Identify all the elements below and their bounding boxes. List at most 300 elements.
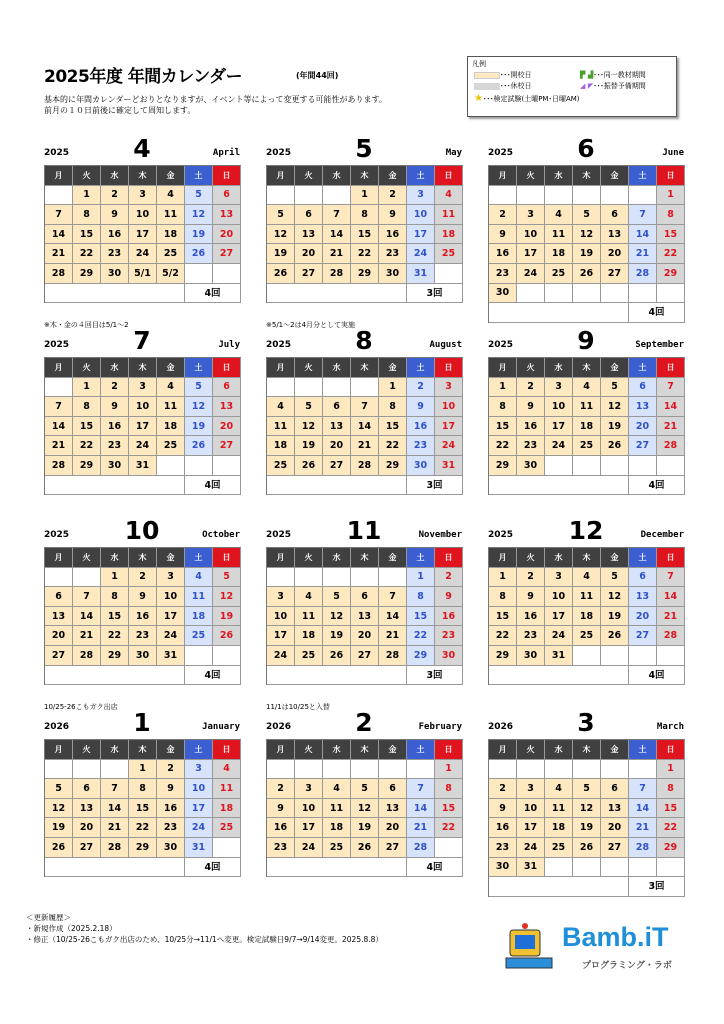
day-cell: 21 [407,818,435,838]
month-calendar [44,516,240,711]
empty-cell [351,378,379,398]
day-cell: 19 [267,244,295,264]
empty-cell [323,568,351,588]
empty-cell [629,456,657,476]
weekday-header: 土 [185,548,213,568]
off-swatch [474,83,500,90]
empty-cell [379,568,407,588]
day-cell: 21 [101,818,129,838]
day-cell: 17 [545,607,573,627]
weekday-header: 月 [267,548,295,568]
day-cell: 28 [657,626,685,646]
month-number: 5 [355,134,373,163]
day-cell: 24 [129,436,157,456]
empty-cell [573,284,601,304]
day-cell: 7 [407,779,435,799]
year-label: 2025 [488,340,514,350]
day-cell: 26 [601,436,629,456]
day-cell: 26 [573,838,601,858]
day-cell: 11 [573,397,601,417]
day-cell: 13 [629,397,657,417]
day-cell: 16 [157,799,185,819]
day-cell: 26 [185,244,213,264]
weekday-header: 水 [323,358,351,378]
day-cell: 26 [45,838,73,858]
day-cell: 16 [129,607,157,627]
empty-cell [351,760,379,780]
day-cell: 10 [545,587,573,607]
day-cell: 27 [213,436,241,456]
month-name: April [212,148,240,158]
week-count-row [267,476,463,496]
day-cell: 5 [267,205,295,225]
year-label: 2025 [44,530,70,540]
day-cell: 15 [657,225,685,245]
day-cell: 19 [573,818,601,838]
day-cell: 24 [185,818,213,838]
weekday-header: 月 [267,740,295,760]
lesson-count: 4回 [406,858,462,877]
weekday-header: 金 [157,358,185,378]
weekday-header: 火 [295,548,323,568]
weekday-header: 月 [45,548,73,568]
day-cell: 6 [73,779,101,799]
day-cell: 29 [657,264,685,284]
empty-cell [629,186,657,206]
day-cell: 16 [489,244,517,264]
empty-cell [185,456,213,476]
day-cell: 16 [379,225,407,245]
empty-cell [295,186,323,206]
day-cell: 5 [45,779,73,799]
empty-cell [545,858,573,878]
day-cell: 16 [101,225,129,245]
day-cell: 1 [657,186,685,206]
day-cell: 2 [101,186,129,206]
day-cell: 12 [601,397,629,417]
day-cell: 7 [45,397,73,417]
day-cell: 2 [267,779,295,799]
weekday-header: 火 [73,358,101,378]
day-cell: 26 [185,436,213,456]
day-cell: 3 [407,186,435,206]
day-cell: 22 [101,626,129,646]
day-cell: 1 [129,760,157,780]
day-cell: 11 [545,799,573,819]
day-cell: 4 [157,378,185,398]
day-cell: 11 [545,225,573,245]
month-number: 11 [346,516,382,545]
weekday-header: 火 [73,166,101,186]
week-count-row [45,858,241,878]
weekday-header: 木 [573,166,601,186]
legend-reserve: ･･･振替予備期間 [593,82,646,90]
month-number: 4 [133,134,151,163]
month-grid [266,547,463,685]
weekday-header: 土 [629,358,657,378]
day-cell: 6 [213,378,241,398]
day-cell: 25 [157,244,185,264]
month-number: 8 [355,326,373,355]
weekday-header: 月 [45,358,73,378]
month-name: July [218,340,240,350]
day-cell: 27 [295,264,323,284]
day-cell: 5/2 [157,264,185,284]
weekday-header: 日 [435,740,463,760]
year-label: 2026 [488,722,514,732]
day-cell: 19 [573,244,601,264]
day-cell: 15 [351,225,379,245]
weekday-header: 日 [657,358,685,378]
day-cell: 19 [601,607,629,627]
weekday-header: 月 [267,166,295,186]
day-cell: 7 [45,205,73,225]
empty-cell [657,858,685,878]
day-cell: 21 [657,417,685,437]
weekday-header: 月 [45,740,73,760]
day-cell: 28 [629,264,657,284]
empty-cell [185,264,213,284]
lesson-count: 4回 [184,284,240,303]
day-cell: 14 [407,799,435,819]
day-cell: 10 [185,779,213,799]
weekday-header: 火 [295,358,323,378]
empty-cell [351,568,379,588]
day-cell: 24 [129,244,157,264]
month-number: 9 [577,326,595,355]
day-cell: 22 [379,436,407,456]
day-cell: 25 [573,436,601,456]
day-cell: 30 [517,456,545,476]
day-cell: 20 [73,818,101,838]
month-grid [488,165,685,323]
month-note: 11/1は10/25と入替 [266,703,330,711]
day-cell: 6 [629,378,657,398]
day-cell: 4 [295,587,323,607]
day-cell: 19 [295,436,323,456]
day-cell: 31 [517,858,545,878]
day-cell: 14 [657,587,685,607]
day-cell: 4 [213,760,241,780]
weekday-header: 金 [157,166,185,186]
day-cell: 7 [323,205,351,225]
empty-cell [379,760,407,780]
empty-cell [295,568,323,588]
day-cell: 17 [545,417,573,437]
day-cell: 28 [407,838,435,858]
week-count-row [489,877,685,897]
lesson-count: 3回 [406,666,462,685]
weekday-header: 日 [213,548,241,568]
page-title: 2025年度 年間カレンダー [44,67,243,87]
day-cell: 15 [435,799,463,819]
day-cell: 29 [73,264,101,284]
day-cell: 18 [573,417,601,437]
day-cell: 7 [73,587,101,607]
lesson-count: 4回 [628,476,684,495]
week-count-row [45,284,241,304]
day-cell: 7 [657,568,685,588]
lesson-count: 4回 [184,858,240,877]
day-cell: 18 [545,244,573,264]
day-cell: 13 [45,607,73,627]
day-cell: 14 [101,799,129,819]
lesson-count: 3回 [406,284,462,303]
day-cell: 1 [489,378,517,398]
day-cell: 18 [573,607,601,627]
day-cell: 10 [517,799,545,819]
month-note: ※木・金の４回目は5/1〜2 [44,321,129,329]
day-cell: 15 [489,417,517,437]
day-cell: 22 [435,818,463,838]
day-cell: 18 [157,417,185,437]
day-cell: 9 [157,779,185,799]
weekday-header: 火 [517,358,545,378]
day-cell: 31 [185,838,213,858]
day-cell: 27 [379,838,407,858]
day-cell: 11 [157,397,185,417]
day-cell: 21 [351,436,379,456]
day-cell: 12 [45,799,73,819]
month-name: November [418,530,462,540]
day-cell: 17 [129,225,157,245]
year-label: 2025 [266,340,292,350]
month-calendar [266,708,462,894]
day-cell: 22 [129,818,157,838]
day-cell: 30 [157,838,185,858]
day-cell: 30 [517,646,545,666]
empty-cell [323,186,351,206]
weekday-header: 水 [323,166,351,186]
day-cell: 14 [73,607,101,627]
day-cell: 8 [407,587,435,607]
weekday-header: 月 [489,358,517,378]
day-cell: 3 [267,587,295,607]
day-cell: 5 [573,205,601,225]
day-cell: 8 [101,587,129,607]
day-cell: 5 [323,587,351,607]
day-cell: 10 [295,799,323,819]
day-cell: 9 [517,587,545,607]
day-cell: 26 [267,264,295,284]
legend-test: ･･･検定試験(土曜PM･日曜AM) [482,95,580,103]
day-cell: 17 [517,818,545,838]
empty-cell [323,378,351,398]
annual-count: (年間44回) [296,71,339,80]
weekday-header: 月 [489,166,517,186]
month-name: June [662,148,684,158]
day-cell: 29 [351,264,379,284]
weekday-header: 水 [323,740,351,760]
month-name: December [640,530,684,540]
robot-icon [500,922,558,972]
day-cell: 11 [157,205,185,225]
purple-bracket-icon: ◢ ◤ [580,82,594,90]
day-cell: 6 [601,205,629,225]
day-cell: 20 [295,244,323,264]
day-cell: 1 [73,378,101,398]
day-cell: 25 [295,646,323,666]
day-cell: 10 [267,607,295,627]
day-cell: 29 [657,838,685,858]
weekday-header: 土 [185,166,213,186]
day-cell: 31 [129,456,157,476]
day-cell: 2 [101,378,129,398]
month-number: 1 [133,708,151,737]
month-number: 6 [577,134,595,163]
day-cell: 3 [545,378,573,398]
day-cell: 21 [629,818,657,838]
weekday-header: 金 [601,358,629,378]
weekday-header: 土 [629,548,657,568]
history-line: ・新規作成（2025.2.18） [26,924,117,933]
week-count-row [489,476,685,496]
day-cell: 3 [129,378,157,398]
day-cell: 3 [435,378,463,398]
weekday-header: 金 [157,740,185,760]
empty-cell [157,456,185,476]
empty-cell [213,456,241,476]
day-cell: 17 [267,626,295,646]
weekday-header: 日 [213,740,241,760]
day-cell: 5/1 [129,264,157,284]
month-calendar [44,134,240,329]
weekday-header: 水 [101,358,129,378]
day-cell: 25 [267,456,295,476]
empty-cell [517,284,545,304]
day-cell: 14 [45,225,73,245]
weekday-header: 火 [517,740,545,760]
day-cell: 20 [629,607,657,627]
day-cell: 16 [435,607,463,627]
empty-cell [185,646,213,666]
empty-cell [545,186,573,206]
weekday-header: 木 [573,740,601,760]
empty-cell [489,186,517,206]
day-cell: 6 [45,587,73,607]
weekday-header: 月 [267,358,295,378]
history-title: ＜更新履歴＞ [26,913,71,922]
day-cell: 28 [629,838,657,858]
empty-cell [213,264,241,284]
weekday-header: 水 [545,740,573,760]
month-grid [266,165,463,303]
day-cell: 18 [157,225,185,245]
weekday-header: 月 [489,548,517,568]
day-cell: 2 [129,568,157,588]
day-cell: 8 [73,397,101,417]
weekday-header: 火 [295,740,323,760]
day-cell: 29 [379,456,407,476]
month-name: January [202,722,240,732]
day-cell: 27 [45,646,73,666]
day-cell: 4 [435,186,463,206]
description [44,94,387,116]
day-cell: 30 [489,284,517,304]
day-cell: 27 [351,646,379,666]
day-cell: 28 [45,264,73,284]
week-count-row [45,666,241,686]
month-calendar [44,708,240,894]
day-cell: 29 [489,456,517,476]
empty-cell [517,760,545,780]
day-cell: 7 [101,779,129,799]
day-cell: 26 [601,626,629,646]
day-cell: 27 [629,436,657,456]
weekday-header: 木 [129,358,157,378]
day-cell: 12 [573,799,601,819]
empty-cell [267,186,295,206]
day-cell: 29 [101,646,129,666]
day-cell: 10 [129,397,157,417]
day-cell: 31 [435,456,463,476]
day-cell: 20 [601,818,629,838]
day-cell: 29 [489,646,517,666]
month-grid [266,739,463,877]
day-cell: 1 [407,568,435,588]
empty-cell [657,646,685,666]
day-cell: 22 [657,244,685,264]
day-cell: 24 [545,626,573,646]
day-cell: 18 [545,818,573,838]
day-cell: 17 [435,417,463,437]
day-cell: 14 [323,225,351,245]
weekday-header: 水 [101,548,129,568]
day-cell: 11 [267,417,295,437]
day-cell: 4 [573,378,601,398]
day-cell: 8 [657,779,685,799]
weekday-header: 月 [45,166,73,186]
day-cell: 2 [517,378,545,398]
day-cell: 23 [101,244,129,264]
day-cell: 22 [489,626,517,646]
day-cell: 23 [157,818,185,838]
day-cell: 28 [73,646,101,666]
day-cell: 31 [545,646,573,666]
month-number: 7 [133,326,151,355]
weekday-header: 日 [657,548,685,568]
lesson-count: 3回 [406,476,462,495]
day-cell: 10 [517,225,545,245]
weekday-header: 木 [573,548,601,568]
day-cell: 26 [295,456,323,476]
day-cell: 25 [545,264,573,284]
day-cell: 26 [323,646,351,666]
empty-cell [45,378,73,398]
empty-cell [601,646,629,666]
week-count-row [267,284,463,304]
day-cell: 12 [323,607,351,627]
lesson-count: 4回 [184,476,240,495]
empty-cell [267,760,295,780]
empty-cell [213,646,241,666]
day-cell: 25 [545,838,573,858]
legend [467,56,677,117]
empty-cell [101,760,129,780]
day-cell: 5 [601,378,629,398]
empty-cell [629,284,657,304]
empty-cell [629,760,657,780]
weekday-header: 日 [657,166,685,186]
day-cell: 4 [157,186,185,206]
day-cell: 9 [101,397,129,417]
day-cell: 25 [213,818,241,838]
day-cell: 17 [407,225,435,245]
day-cell: 16 [101,417,129,437]
day-cell: 12 [601,587,629,607]
day-cell: 23 [101,436,129,456]
star-icon: ★ [474,93,483,104]
